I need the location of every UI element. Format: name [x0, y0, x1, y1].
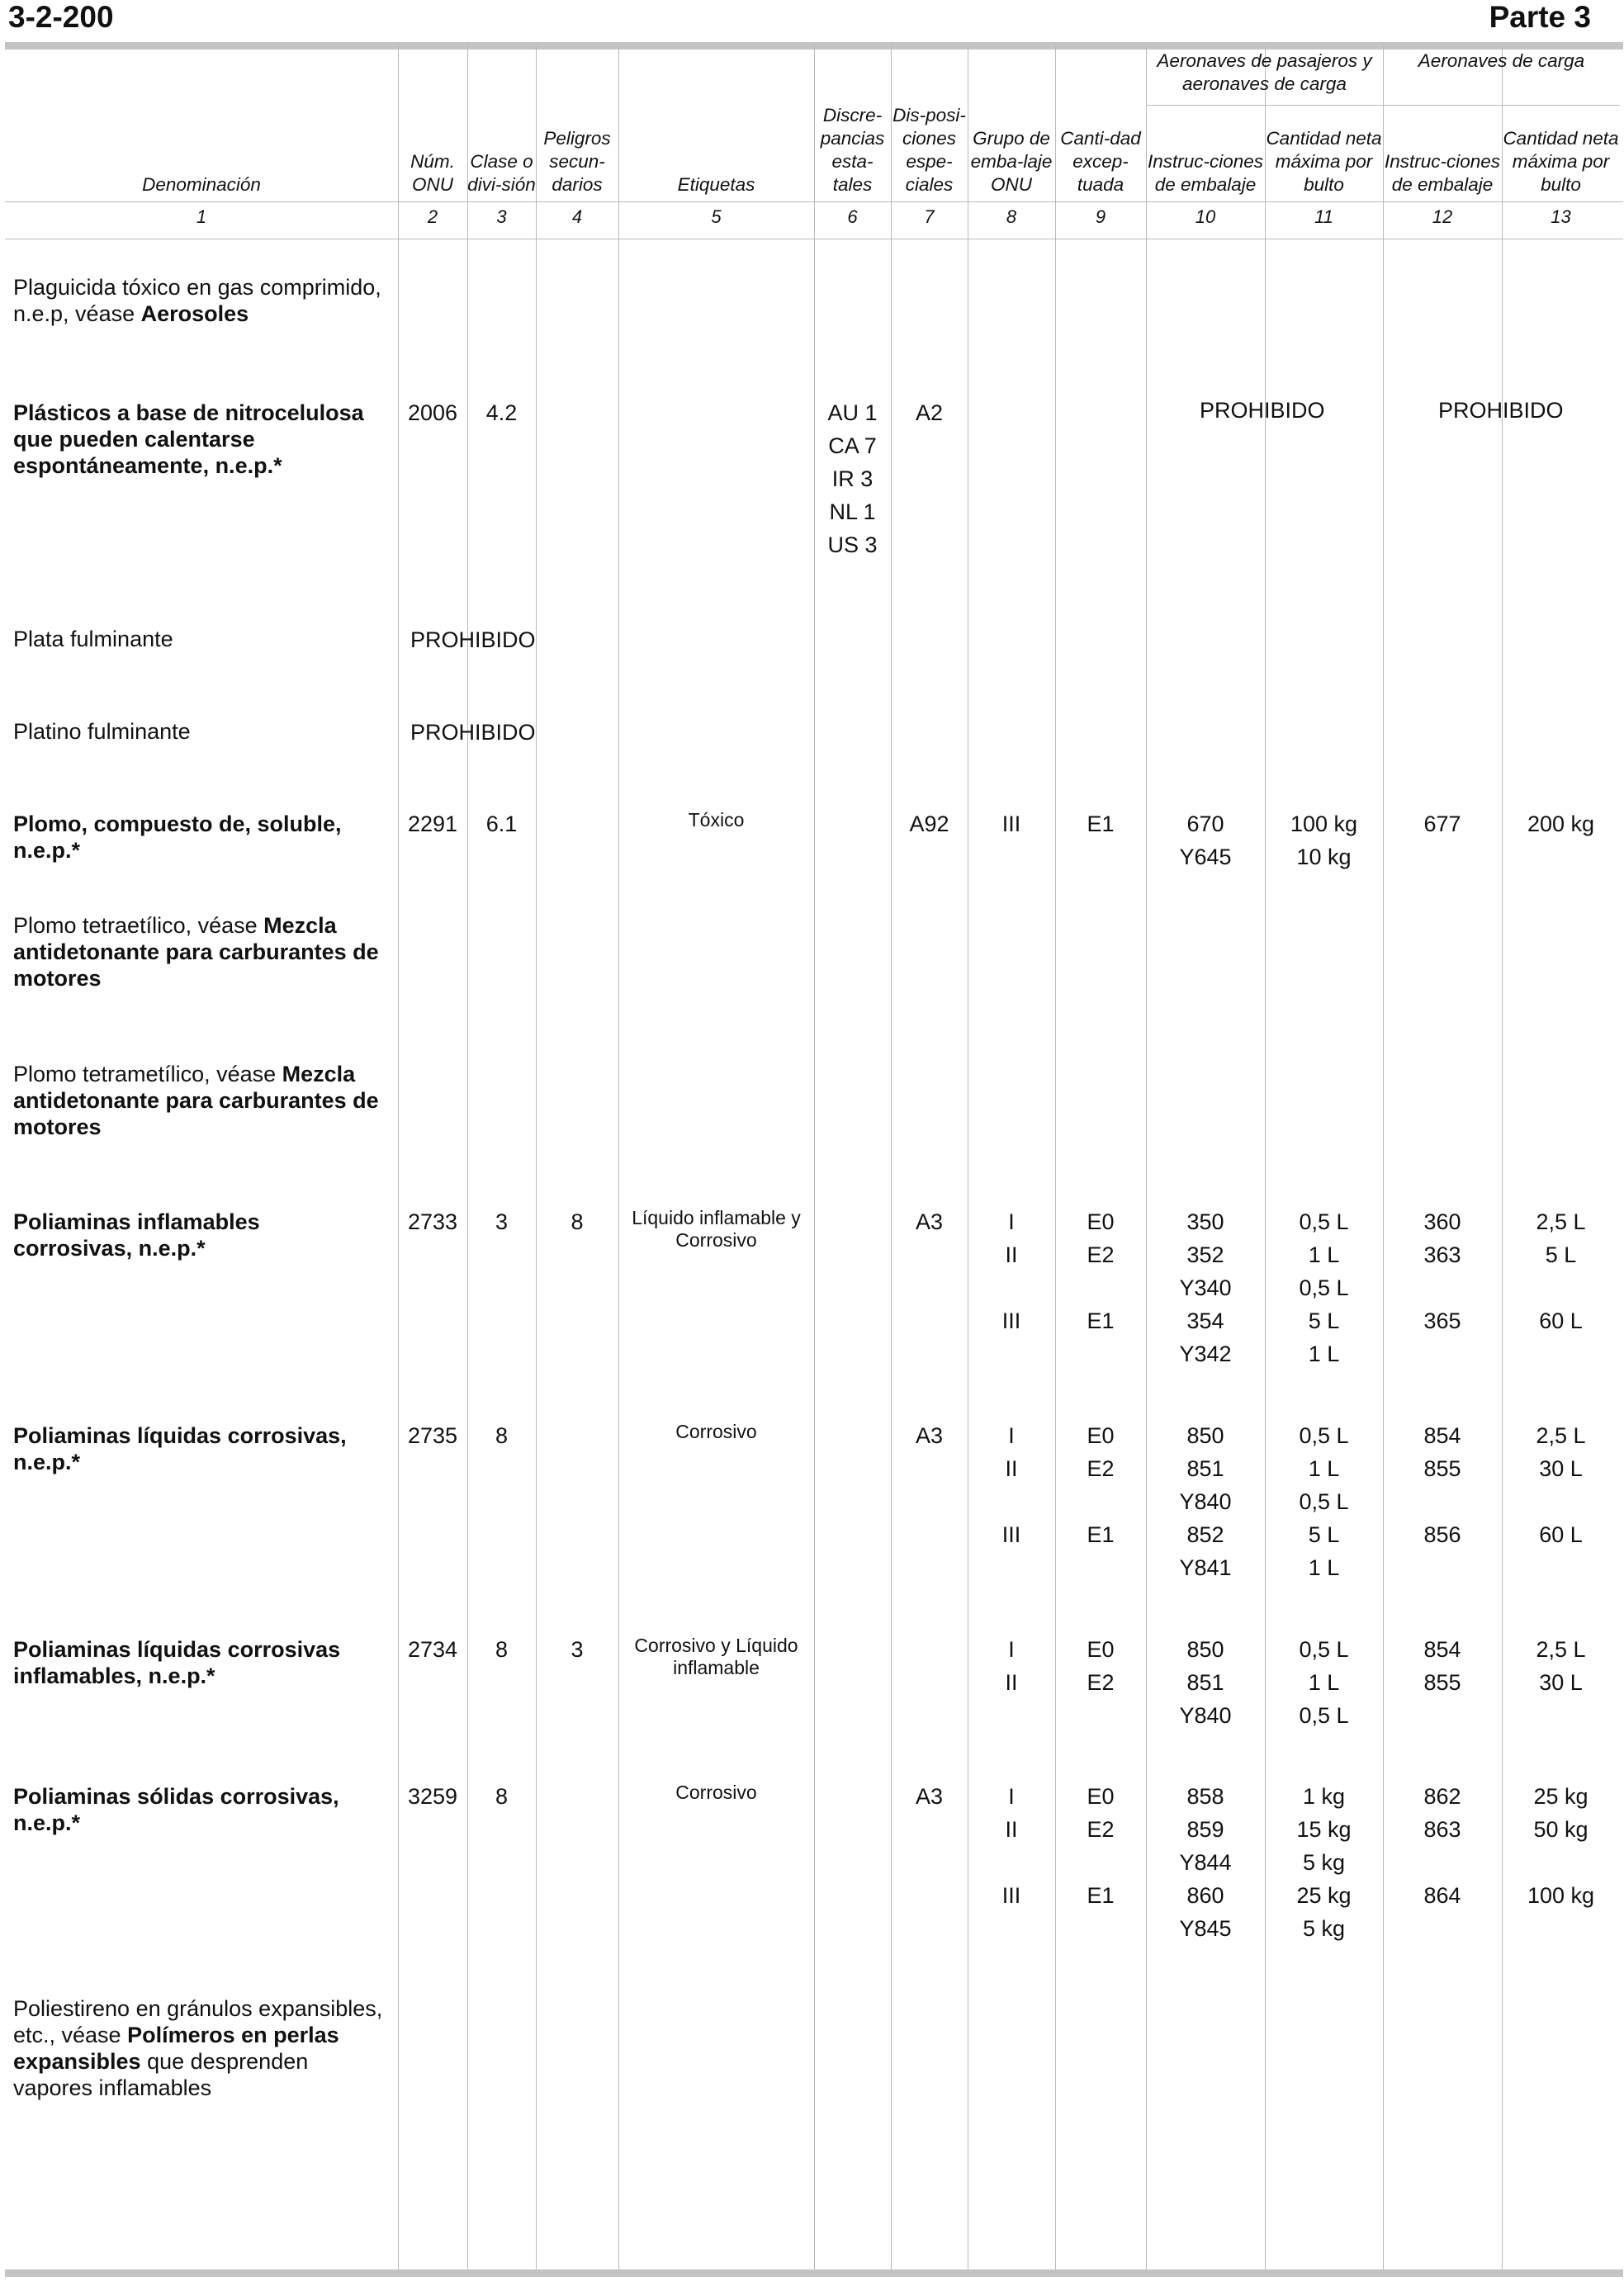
max-quantity-cargo: 2,5 L 5 L 60 L	[1536, 1209, 1586, 1333]
column-header-text: Instruc-ciones de embalaje	[1147, 151, 1264, 195]
un-number: 2735	[407, 1423, 458, 1448]
max-quantity-cargo: 200 kg	[1527, 812, 1595, 836]
packing-instruction-passenger: 850 851 Y840	[1179, 1637, 1232, 1728]
substance-name	[13, 626, 385, 652]
column-divider	[618, 45, 619, 2269]
column-header	[891, 50, 968, 196]
substance-name	[13, 1209, 385, 1261]
column-header-text: Discre-pancias esta-tales	[820, 105, 885, 195]
substance-name	[13, 1995, 385, 2101]
column-header	[5, 50, 398, 196]
column-header-text: Canti-dad excep-tuada	[1060, 128, 1141, 195]
forbidden-all: PROHIBIDO	[410, 627, 536, 652]
column-number: 5	[711, 206, 722, 227]
column-header	[398, 50, 467, 196]
state-variations: AU 1 CA 7 IR 3 NL 1 US 3	[827, 400, 878, 557]
name-part: Plaguicida tóxico en gas comprimido, n.e.p, véase	[13, 275, 381, 326]
hazard-labels: Corrosivo y Líquido inflamable	[634, 1635, 798, 1678]
max-quantity-passenger: 1 kg 15 kg 5 kg 25 kg 5 kg	[1296, 1784, 1352, 1941]
class-division: 8	[495, 1423, 509, 1448]
hazard-labels: Corrosivo	[675, 1782, 757, 1803]
name-part: Platino fulminante	[13, 719, 191, 744]
packing-instruction-passenger: 850 851 Y840 852 Y841	[1179, 1423, 1232, 1580]
column-divider	[467, 45, 468, 2269]
column-header-text: Grupo de emba-laje ONU	[970, 128, 1053, 195]
substance-name	[13, 400, 385, 479]
excepted-quantity: E0 E2 E1	[1087, 1423, 1115, 1547]
packing-instruction-passenger: 350 352 Y340 354 Y342	[1179, 1209, 1232, 1366]
un-number: 3259	[407, 1784, 458, 1809]
substance-name	[13, 718, 385, 745]
column-number: 4	[571, 206, 583, 227]
substance-name	[13, 1422, 385, 1475]
forbidden-all: PROHIBIDO	[410, 720, 536, 745]
name-part: Plata fulminante	[13, 627, 173, 651]
max-quantity-passenger: 0,5 L 1 L 0,5 L 5 L 1 L	[1299, 1423, 1349, 1580]
class-division: 8	[495, 1784, 509, 1809]
name-part: Plomo tetraetílico, véase	[13, 913, 264, 938]
column-number: 11	[1314, 206, 1333, 227]
substance-name	[13, 274, 385, 327]
class-division: 8	[495, 1637, 509, 1662]
name-part: que desprenden vapores inflamables	[13, 2049, 309, 2100]
page-part: Parte 3	[1489, 0, 1591, 34]
column-header-text: Núm. ONU	[410, 151, 455, 195]
max-quantity-cargo: 2,5 L 30 L	[1536, 1637, 1586, 1695]
name-bold-part: Poliaminas líquidas corrosivas, n.e.p.*	[13, 1423, 347, 1474]
column-header-text: Dis-posi-ciones espe-ciales	[892, 105, 966, 195]
forbidden-passenger: PROHIBIDO	[1200, 398, 1325, 423]
class-division: 6.1	[485, 812, 518, 836]
column-number: 6	[847, 206, 858, 227]
column-header	[467, 50, 536, 196]
column-header	[536, 50, 618, 196]
group-header-passenger: Aeronaves de pasajeros y aeronaves de carga	[1157, 50, 1372, 94]
special-provisions: A3	[915, 1423, 944, 1448]
packing-instruction-cargo: 854 855	[1423, 1637, 1461, 1695]
substance-name	[13, 1061, 385, 1140]
hazard-labels: Corrosivo	[675, 1421, 757, 1442]
max-quantity-cargo: 25 kg 50 kg 100 kg	[1527, 1784, 1595, 1908]
un-number: 2734	[407, 1637, 458, 1662]
substance-name	[13, 1636, 385, 1689]
column-header	[618, 50, 814, 196]
substance-name	[13, 811, 385, 864]
max-quantity-cargo: 2,5 L 30 L 60 L	[1536, 1423, 1586, 1547]
column-header	[968, 50, 1055, 196]
max-quantity-passenger: 100 kg 10 kg	[1290, 812, 1358, 869]
max-quantity-passenger: 0,5 L 1 L 0,5 L 5 L 1 L	[1299, 1209, 1349, 1366]
substance-name	[13, 912, 385, 991]
packing-instruction-cargo: 862 863 864	[1423, 1784, 1461, 1908]
column-number: 9	[1095, 206, 1106, 227]
column-divider	[398, 45, 399, 2269]
substance-name	[13, 1783, 385, 1836]
excepted-quantity: E0 E2 E1	[1087, 1784, 1115, 1908]
name-part: Poliestireno en gránulos expansibles, etc., véase	[13, 1996, 383, 2047]
class-division: 3	[495, 1209, 509, 1234]
packing-instruction-cargo: 360 363 365	[1423, 1209, 1461, 1333]
excepted-quantity: E0 E2	[1087, 1637, 1115, 1695]
column-header-text: Instruc-ciones de embalaje	[1384, 151, 1501, 195]
column-header-text: Etiquetas	[677, 174, 755, 195]
column-header-text: Clase o divi-sión	[467, 151, 536, 195]
special-provisions: A3	[915, 1209, 944, 1234]
un-number: 2733	[407, 1209, 458, 1234]
column-number: 7	[924, 206, 935, 227]
packing-group: I II III	[1001, 1784, 1021, 1908]
column-header-text: Denominación	[142, 174, 261, 195]
column-header	[1502, 107, 1620, 196]
column-number: 3	[496, 206, 507, 227]
column-divider	[814, 45, 815, 2269]
subsidiary-hazard: 3	[571, 1637, 584, 1662]
packing-group: I II III	[1001, 1209, 1021, 1333]
name-bold-part: Aerosoles	[140, 301, 249, 326]
packing-group: III	[1001, 812, 1021, 836]
column-number: 10	[1195, 206, 1216, 227]
name-bold-part: Plomo, compuesto de, soluble, n.e.p.*	[13, 812, 342, 863]
name-bold-part: Mezcla antidetonante para carburantes de motores	[13, 913, 379, 991]
hazard-labels: Líquido inflamable y Corrosivo	[632, 1207, 801, 1251]
column-number: 2	[427, 206, 438, 227]
name-bold-part: Plásticos a base de nitrocelulosa que pueden calentarse espontáneamente, n.e.p.*	[13, 400, 364, 478]
packing-instruction-passenger: 670 Y645	[1179, 812, 1232, 869]
excepted-quantity: E1	[1087, 812, 1115, 836]
packing-group: I II III	[1001, 1423, 1021, 1547]
column-divider	[891, 45, 892, 2269]
header-divider	[1146, 105, 1620, 106]
page-reference: 3-2-200	[8, 0, 114, 34]
special-provisions: A2	[915, 400, 944, 425]
column-number: 8	[1006, 206, 1017, 227]
column-header	[1055, 50, 1146, 196]
max-quantity-passenger: 0,5 L 1 L 0,5 L	[1299, 1637, 1349, 1728]
packing-instruction-passenger: 858 859 Y844 860 Y845	[1179, 1784, 1232, 1941]
packing-group: I II	[1005, 1637, 1018, 1695]
name-bold-part: Polímeros en perlas expansibles	[13, 2023, 339, 2074]
column-header	[1146, 107, 1265, 196]
packing-instruction-cargo: 854 855 856	[1423, 1423, 1461, 1547]
name-bold-part: Poliaminas inflamables corrosivas, n.e.p.*	[13, 1209, 260, 1261]
column-number: 13	[1551, 206, 1571, 227]
column-header-text: Cantidad neta máxima por bulto	[1266, 128, 1382, 195]
column-header-text: Cantidad neta máxima por bulto	[1503, 128, 1619, 195]
name-bold-part: Mezcla antidetonante para carburantes de motores	[13, 1062, 379, 1139]
un-number: 2006	[407, 400, 458, 425]
column-header-text: Peligros secun-darios	[543, 128, 611, 195]
column-divider	[536, 45, 537, 2269]
column-number: 1	[196, 206, 207, 227]
class-division: 4.2	[485, 400, 518, 425]
column-header	[814, 50, 891, 196]
column-header	[1265, 107, 1383, 196]
packing-instruction-cargo: 677	[1423, 812, 1461, 836]
header-bottom-line	[5, 201, 1623, 202]
column-number: 12	[1432, 206, 1453, 227]
special-provisions: A3	[915, 1784, 944, 1809]
name-part: Plomo tetrametílico, véase	[13, 1062, 282, 1086]
special-provisions: A92	[909, 812, 949, 836]
name-bold-part: Poliaminas sólidas corrosivas, n.e.p.*	[13, 1784, 339, 1835]
group-header-cargo: Aeronaves de carga	[1418, 50, 1585, 71]
bottom-rule	[5, 2269, 1623, 2277]
subsidiary-hazard: 8	[571, 1209, 584, 1234]
column-divider	[1055, 45, 1056, 2269]
excepted-quantity: E0 E2 E1	[1087, 1209, 1115, 1333]
un-number: 2291	[407, 812, 458, 836]
column-divider	[1502, 45, 1503, 2269]
column-header	[1383, 107, 1502, 196]
column-divider	[1383, 45, 1384, 2269]
forbidden-cargo: PROHIBIDO	[1438, 398, 1564, 423]
name-bold-part: Poliaminas líquidas corrosivas inflamables, n.e.p.*	[13, 1637, 341, 1688]
hazard-labels: Tóxico	[688, 809, 745, 831]
